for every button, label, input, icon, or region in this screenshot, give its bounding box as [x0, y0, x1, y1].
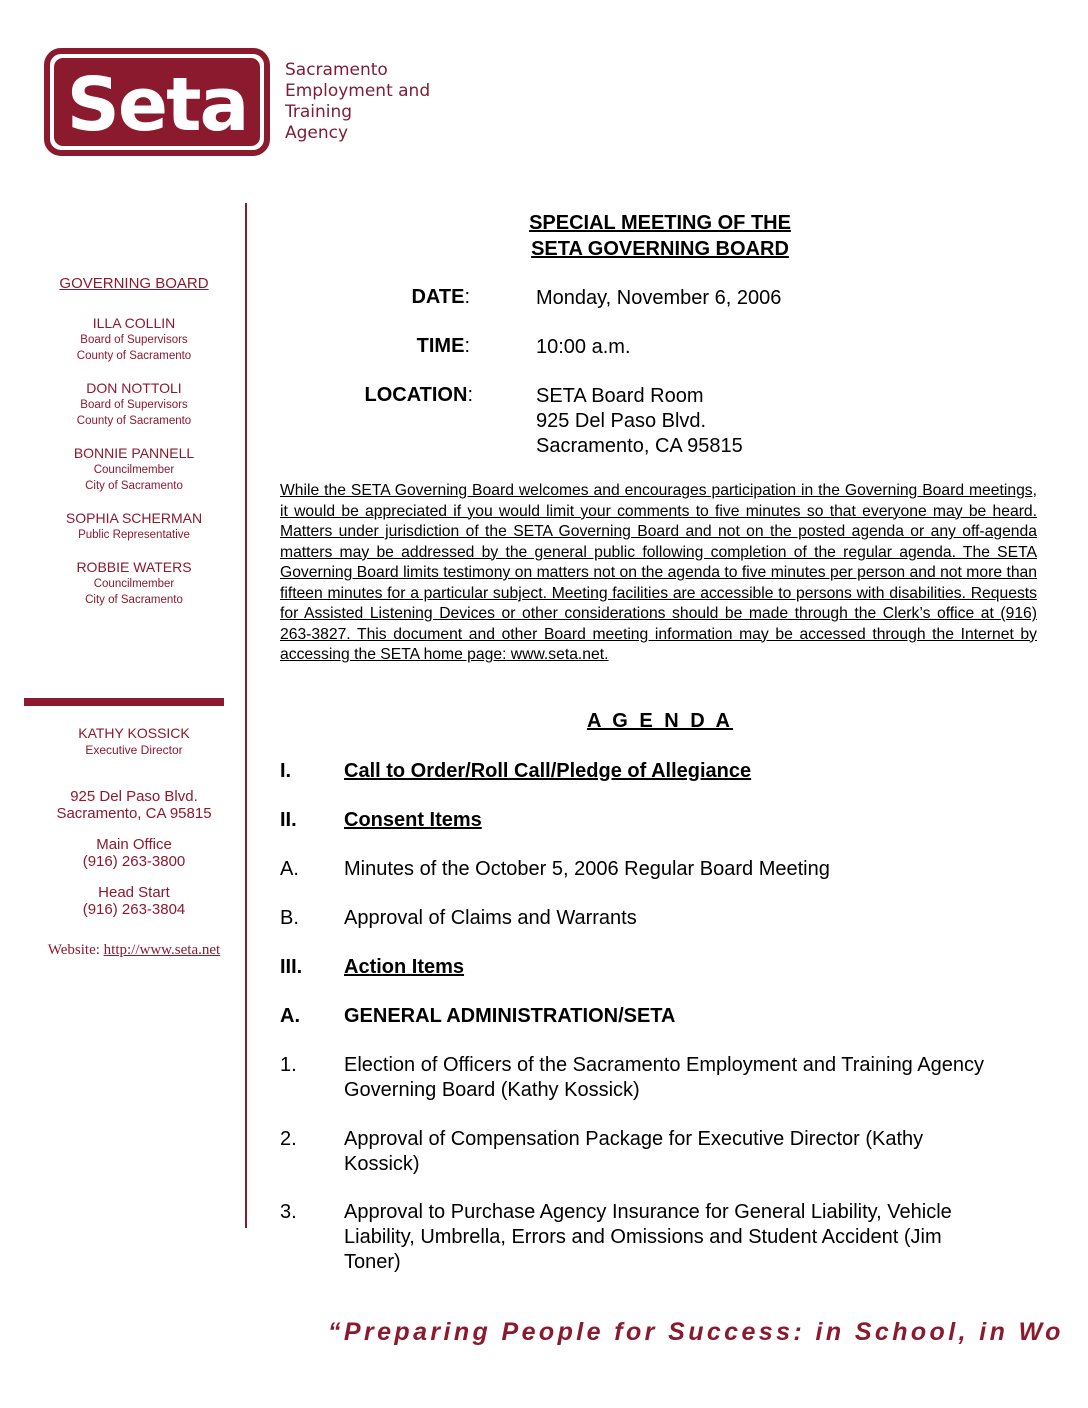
main-office-label: Main Office [96, 836, 172, 853]
head-start-phone: (916) 263-3804 [82, 901, 186, 918]
public-comment-notice: While the SETA Governing Board welcomes and encourages participation in the Governing Board meetings, it would be appreciated if you would limit your comments to five minutes so that everyone may be heard. Matters under jurisdiction of the SETA Governing Board and not on the posted agenda or any off-agenda matters may be addressed by the general public following completion of the regular agenda. The SETA Governing Board limits testimony on matters not on the agenda to five minutes per person and not more than fifteen minutes for a particular subject. Meeting facilities are accessible to persons with disabilities. Requests for Assisted Listening Devices or other considerations should be made through the Clerk’s office at (916) 263-3827. This document and other Board meeting information may be accessed through the Internet by accessing the SETA home page: www.seta.net. [280, 482, 1037, 663]
address-line-2: Sacramento, CA 95815 [56, 805, 212, 822]
governing-board-sidebar [20, 275, 248, 623]
agenda-number: II. [280, 809, 297, 831]
time-label: TIME: [416, 335, 470, 357]
footer-slogan: “Preparing People for Success: in School, in Wo [328, 1318, 1064, 1346]
agenda-number: III. [280, 956, 303, 978]
agenda-item-election: Election of Officers of the Sacramento Employment and Training Agency Governing Board (Kathy Kossick) [344, 1054, 984, 1101]
date-label: DATE: [411, 286, 470, 308]
board-member: BONNIE PANNELL Councilmember City of Sacramento [73, 445, 195, 492]
logo-wordmark: Seta [66, 62, 248, 148]
location-value: SETA Board Room 925 Del Paso Blvd. Sacramento, CA 95815 [536, 385, 743, 457]
sidebar-divider [245, 203, 247, 1228]
director-title: Executive Director [85, 743, 183, 757]
meeting-title: SPECIAL MEETING OF THE SETA GOVERNING BOARD [529, 212, 791, 260]
board-member: DON NOTTOLI Board of Supervisors County of Sacramento [76, 380, 192, 427]
agenda-item-general-admin: GENERAL ADMINISTRATION/SETA [344, 1005, 676, 1027]
agenda-heading: A G E N D A [587, 710, 733, 732]
board-member: ILLA COLLIN Board of Supervisors County of Sacramento [76, 315, 192, 362]
board-member: SOPHIA SCHERMAN Public Representative [65, 510, 203, 541]
address-line-1: 925 Del Paso Blvd. [70, 788, 198, 805]
agenda-number: 1. [280, 1054, 297, 1076]
agenda-item-action-items: Action Items [344, 956, 465, 978]
date-value: Monday, November 6, 2006 [536, 287, 782, 309]
agenda-item-claims: Approval of Claims and Warrants [344, 907, 637, 929]
director-name: KATHY KOSSICK [78, 725, 190, 741]
agenda-number: 3. [280, 1201, 297, 1223]
agenda-item-consent-items: Consent Items [344, 809, 482, 831]
contact-info [20, 725, 248, 959]
agency-name: Sacramento Employment and Training Agency [285, 60, 431, 143]
location-label: LOCATION: [364, 384, 473, 406]
agenda-number: B. [280, 907, 299, 929]
website-link[interactable]: http://www.seta.net [103, 942, 221, 958]
website: Website: http://www.seta.net [47, 942, 221, 958]
head-start-label: Head Start [98, 884, 170, 901]
board-member: ROBBIE WATERS Councilmember City of Sacramento [76, 559, 192, 606]
main-office-phone: (916) 263-3800 [82, 853, 186, 870]
agenda-number: I. [280, 760, 292, 782]
agenda-number: 2. [280, 1128, 297, 1150]
governing-board-heading: GOVERNING BOARD [59, 275, 209, 292]
agenda-item-minutes: Minutes of the October 5, 2006 Regular Board Meeting [344, 858, 830, 880]
time-value: 10:00 a.m. [536, 336, 631, 358]
agenda-number: A. [280, 1005, 300, 1027]
sidebar-bar-divider [24, 698, 224, 706]
agenda-item-insurance: Approval to Purchase Agency Insurance for General Liability, Vehicle Liability, Umbrella, Errors and Omissions and Student Accident (Jim Toner) [344, 1201, 952, 1273]
agenda-number: A. [280, 858, 299, 880]
seta-logo [44, 48, 270, 156]
agenda-item-call-to-order: Call to Order/Roll Call/Pledge of Allegiance [344, 760, 752, 782]
agenda-item-compensation: Approval of Compensation Package for Executive Director (Kathy Kossick) [344, 1128, 924, 1175]
